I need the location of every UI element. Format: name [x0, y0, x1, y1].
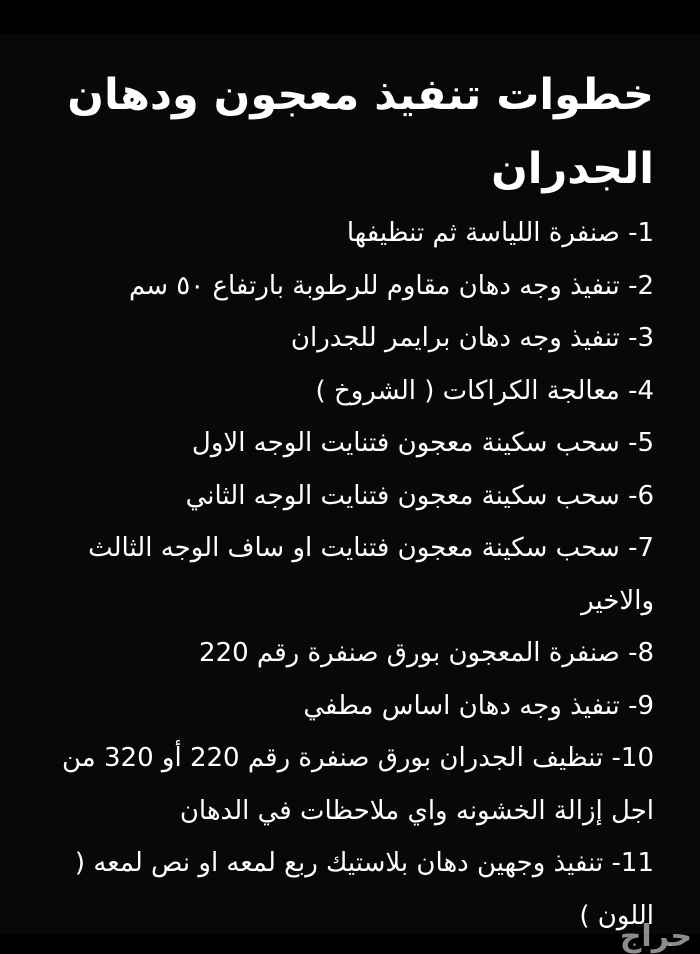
step-number: 2-: [628, 270, 654, 301]
step-text: سحب سكينة معجون فتنايت الوجه الاول: [191, 428, 620, 458]
step-text: تنفيذ وجه دهان مقاوم للرطوبة بارتفاع ٥٠ سم: [128, 270, 620, 301]
step-number: 11-: [611, 848, 654, 878]
step-number: 8-: [628, 638, 654, 668]
step-text: تنفيذ وجهين دهان بلاستيك ربع لمعه او نص لمعه ( اللون ): [74, 848, 654, 931]
haraj-watermark-logo: حراج: [619, 919, 692, 954]
step-text: تنظيف الجدران بورق صنفرة رقم 220 أو 320 من اجل إزالة الخشونه واي ملاحظات في الدهان: [62, 743, 654, 826]
top-black-bar: [0, 0, 700, 34]
step-number: 6-: [628, 480, 654, 511]
list-item-step-6: [26, 470, 654, 523]
step-number: 10-: [611, 743, 654, 773]
step-text: صنفرة المعجون بورق صنفرة رقم 220: [199, 638, 620, 668]
step-text: سحب سكينة معجون فتنايت الوجه الثاني: [185, 480, 620, 511]
step-text: تنفيذ وجه دهان اساس مطفي: [303, 690, 620, 721]
step-text: صنفرة اللياسة ثم تنظيفها: [346, 218, 620, 248]
step-number: 3-: [628, 323, 654, 353]
step-number: 9-: [628, 690, 654, 721]
step-number: 5-: [628, 428, 654, 458]
step-number: 4-: [628, 375, 654, 406]
step-text: تنفيذ وجه دهان برايمر للجدران: [290, 323, 620, 353]
page-title: خطوات تنفيذ معجون ودهان الجدران: [67, 70, 654, 194]
step-text: معالجة الكراكات ( الشروخ ): [315, 375, 620, 406]
list-item-step-10: [26, 732, 654, 837]
list-item-step-5: [26, 417, 654, 470]
step-text: سحب سكينة معجون فتنايت او ساف الوجه الثالث والاخير: [88, 533, 654, 616]
list-item-step-1: [26, 207, 654, 260]
list-item-step-2: [26, 260, 654, 313]
list-item-step-7: [26, 522, 654, 627]
step-number: 7-: [628, 533, 654, 563]
list-item-step-9: [26, 680, 654, 733]
steps-list: [26, 207, 654, 942]
list-item-step-4: [26, 365, 654, 418]
list-item-step-8: [26, 627, 654, 680]
instructions-page: [26, 58, 654, 942]
step-number: 1-: [628, 218, 654, 248]
list-item-step-3: [26, 312, 654, 365]
